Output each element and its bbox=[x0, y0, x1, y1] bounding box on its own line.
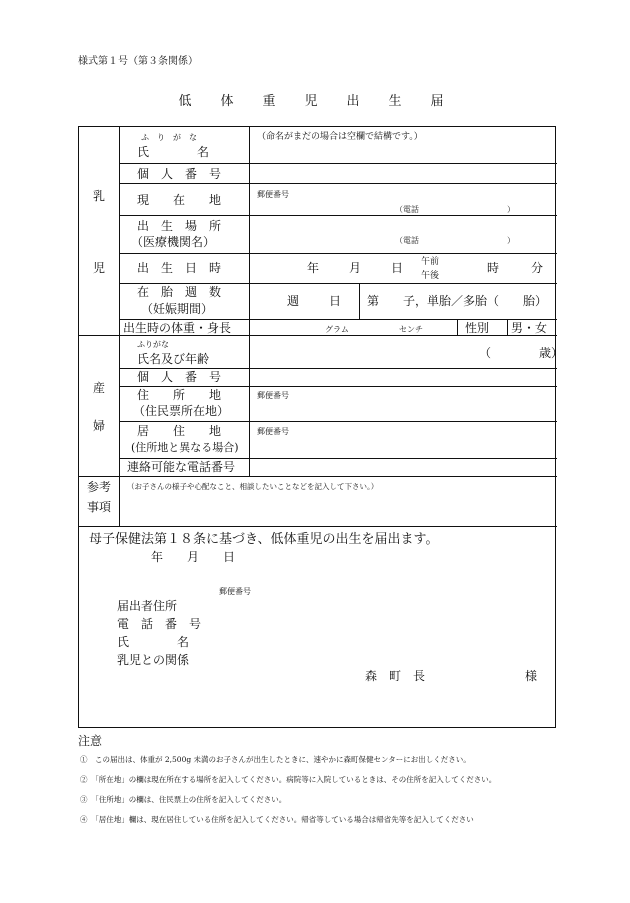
mother-address-label-2: （住民票所在地） bbox=[133, 404, 230, 418]
sex-options: 男・女 bbox=[511, 321, 548, 335]
mother-residence-label-2: (住所地と異なる場合) bbox=[131, 441, 239, 454]
notes-heading: 注意 bbox=[78, 734, 103, 748]
form-table bbox=[78, 126, 564, 728]
infant-phone-label: （電話 ） bbox=[395, 205, 515, 214]
declaration-postal: 郵便番号 bbox=[219, 587, 251, 596]
days-label: 日 bbox=[329, 294, 342, 308]
hour-label: 時 bbox=[487, 261, 500, 275]
reporter-address-label: 届出者住所 bbox=[117, 599, 178, 613]
weight-height-label: 出生時の体重・身長 bbox=[123, 321, 232, 335]
infant-address-label: 現 在 地 bbox=[137, 193, 222, 207]
gestation-label: 在 胎 週 数 bbox=[137, 285, 222, 299]
reporter-name-label: 氏 名 bbox=[117, 635, 190, 649]
note-item: ② 「所在地」の欄は現在所在する場所を記入してください。病院等に入院しているときは、その住所を記入してください。 bbox=[80, 775, 497, 784]
infant-postal-label: 郵便番号 bbox=[257, 190, 289, 199]
birthplace-label: 出 生 場 所 bbox=[137, 219, 222, 233]
am-label: 午前 bbox=[421, 257, 440, 267]
mother-section-label: 産 bbox=[92, 381, 105, 395]
cm-label: センチ bbox=[399, 325, 423, 334]
section-divider-remarks bbox=[119, 476, 120, 526]
section-divider bbox=[119, 127, 120, 476]
mother-furigana-label: ふりがな bbox=[137, 340, 169, 349]
note-item: ① この届出は、体重が 2,500g 未満のお子さんが出生したときに、速やかに森町保健センターにお出しください。 bbox=[80, 755, 471, 764]
infant-section-label-2: 児 bbox=[92, 261, 105, 275]
mother-section-label-2: 婦 bbox=[92, 419, 105, 433]
mother-postal-label: 郵便番号 bbox=[257, 391, 289, 400]
mother-age-unit: （ 歳） bbox=[479, 346, 564, 360]
addressee: 森 町 長 bbox=[365, 669, 426, 683]
infant-name-note: （命名がまだの場合は空欄で結構です。） bbox=[257, 132, 423, 142]
infant-section-label: 乳 bbox=[92, 189, 105, 203]
form-number: 様式第１号（第３条関係） bbox=[78, 56, 198, 67]
day-label: 日 bbox=[391, 261, 404, 275]
honorific: 様 bbox=[525, 669, 538, 683]
label-divider-mother bbox=[249, 335, 250, 476]
reporter-relation-label: 乳児との関係 bbox=[117, 653, 190, 667]
infant-name-label: 氏 名 bbox=[137, 145, 210, 159]
reporter-phone-label: 電 話 番 号 bbox=[117, 617, 202, 631]
mother-residence-label: 居 住 地 bbox=[137, 424, 222, 438]
remarks-label: 参考 bbox=[87, 480, 112, 494]
mother-phone-label: 連絡可能な電話番号 bbox=[127, 460, 236, 474]
mother-id-label: 個 人 番 号 bbox=[137, 370, 222, 384]
pm-label: 午後 bbox=[421, 271, 440, 281]
sex-label: 性別 bbox=[465, 321, 490, 335]
note-item: ③ 「住所地」の欄は、住民票上の住所を記入してください。 bbox=[80, 795, 287, 804]
note-item: ④ 「居住地」欄は、現在居住している住所を記入してください。帰省等している場合は帰省先等を記入してください bbox=[80, 815, 474, 824]
infant-furigana-label: ふ り が な bbox=[141, 133, 197, 142]
weeks-label: 週 bbox=[287, 294, 300, 308]
child-order-label: 第 子，単胎／多胎（ 胎） bbox=[367, 294, 548, 308]
label-divider-infant bbox=[249, 127, 250, 335]
remarks-note: （お子さんの様子や心配なこと、相談したいことなどを記入して下さい。） bbox=[127, 482, 379, 491]
remarks-label-2: 事項 bbox=[87, 500, 112, 514]
birthplace-phone-label: （電話 ） bbox=[395, 236, 515, 245]
mother-postal-label-2: 郵便番号 bbox=[257, 427, 289, 436]
infant-id-label: 個 人 番 号 bbox=[137, 167, 222, 181]
month-label: 月 bbox=[349, 261, 362, 275]
declaration-date: 年 月 日 bbox=[151, 550, 236, 564]
mother-address-label: 住 所 地 bbox=[137, 388, 222, 402]
gram-label: グラム bbox=[325, 325, 349, 334]
mother-name-age-label: 氏名及び年齢 bbox=[137, 352, 210, 366]
declaration-statement: 母子保健法第１８条に基づき、低体重児の出生を届出ます。 bbox=[89, 532, 439, 547]
birth-datetime-label: 出 生 日 時 bbox=[137, 261, 222, 275]
form-title: 低 体 重 児 出 生 届 bbox=[178, 94, 452, 109]
year-label: 年 bbox=[307, 261, 320, 275]
birthplace-label-2: （医療機関名） bbox=[131, 235, 216, 249]
minute-label: 分 bbox=[531, 261, 544, 275]
gestation-label-2: （妊娠期間） bbox=[141, 302, 214, 316]
